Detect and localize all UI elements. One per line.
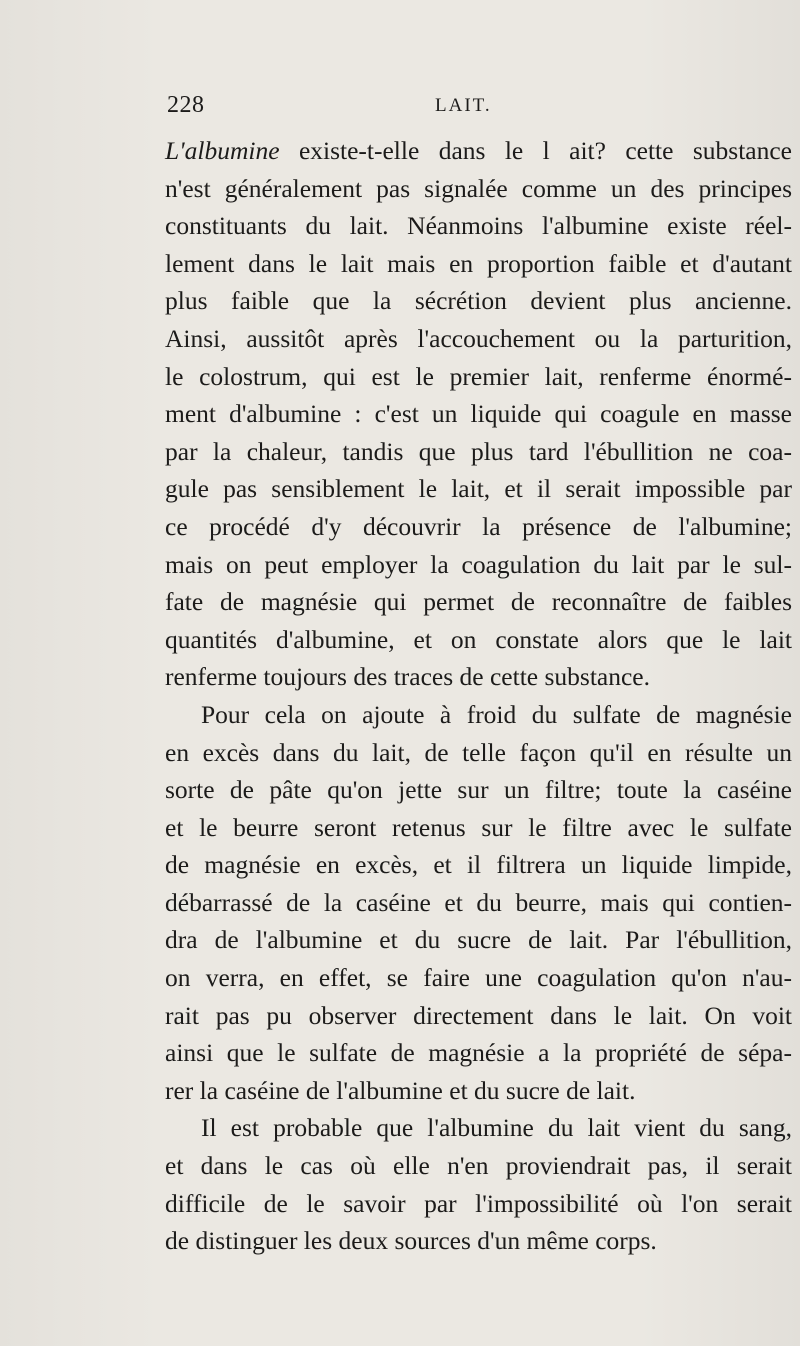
text-line: renferme toujours des traces de cette substance. (165, 662, 650, 692)
text-line: fate de magnésie qui permet de reconnaître de faibles (165, 587, 792, 617)
text-line: plus faible que la sécrétion devient plus ancienne. (165, 286, 792, 316)
body-text (165, 132, 792, 1260)
page-number: 228 (167, 92, 205, 118)
text-line: on verra, en effet, se faire une coagulation qu'on n'au- (165, 963, 792, 993)
text-line: ainsi que le sulfate de magnésie a la propriété de sépa- (165, 1038, 792, 1068)
text-line: lement dans le lait mais en proportion faible et d'autant (165, 248, 792, 278)
text-line: rer la caséine de l'albumine et du sucre de lait. (165, 1075, 636, 1105)
text-line: en excès dans du lait, de telle façon qu'il en résulte un (165, 737, 792, 767)
text-line: par la chaleur, tandis que plus tard l'ébullition ne coa- (165, 436, 792, 466)
text-line: constituants du lait. Néanmoins l'albumine existe réel- (165, 211, 792, 241)
paragraph-albumine-intro (165, 132, 792, 696)
text-line: quantités d'albumine, et on constate alors que le lait (165, 624, 792, 654)
text-line: dra de l'albumine et du sucre de lait. Par l'ébullition, (165, 925, 792, 955)
text-line: et dans le cas où elle n'en proviendrait pas, il serait (165, 1151, 792, 1181)
page-header (167, 92, 727, 122)
text-line (165, 132, 792, 170)
emphasized-term: L'albumine (165, 136, 280, 165)
text-line: difficile de le savoir par l'impossibilité où l'on serait (165, 1188, 792, 1218)
text-line: le colostrum, qui est le premier lait, renferme énormé- (165, 361, 792, 391)
text-line: de magnésie en excès, et il filtrera un liquide limpide, (165, 850, 792, 880)
text-line: débarrassé de la caséine et du beurre, mais qui contien- (165, 887, 792, 917)
text-line-content: existe-t-elle dans le l ait? cette substance (279, 136, 792, 165)
paragraph-albumine-origin (165, 1109, 792, 1259)
running-head: LAIT. (435, 95, 492, 116)
text-line: Pour cela on ajoute à froid du sulfate de magnésie (201, 699, 792, 729)
text-line: de distinguer les deux sources d'un même corps. (165, 1226, 657, 1256)
text-line: mais on peut employer la coagulation du lait par le sul- (165, 549, 792, 579)
text-line: et le beurre seront retenus sur le filtre avec le sulfate (165, 812, 792, 842)
text-line: Il est probable que l'albumine du lait vient du sang, (201, 1113, 792, 1143)
text-line: Ainsi, aussitôt après l'accouchement ou la parturition, (165, 323, 792, 353)
paragraph-magnesia-method (165, 696, 792, 1110)
text-line: sorte de pâte qu'on jette sur un filtre; toute la caséine (165, 775, 792, 805)
text-line: ment d'albumine : c'est un liquide qui coagule en masse (165, 399, 792, 429)
text-line: ce procédé d'y découvrir la présence de l'albumine; (165, 511, 792, 541)
text-line: rait pas pu observer directement dans le lait. On voit (165, 1000, 792, 1030)
text-line: gule pas sensiblement le lait, et il serait impossible par (165, 474, 792, 504)
text-line: n'est généralement pas signalée comme un des principes (165, 173, 792, 203)
